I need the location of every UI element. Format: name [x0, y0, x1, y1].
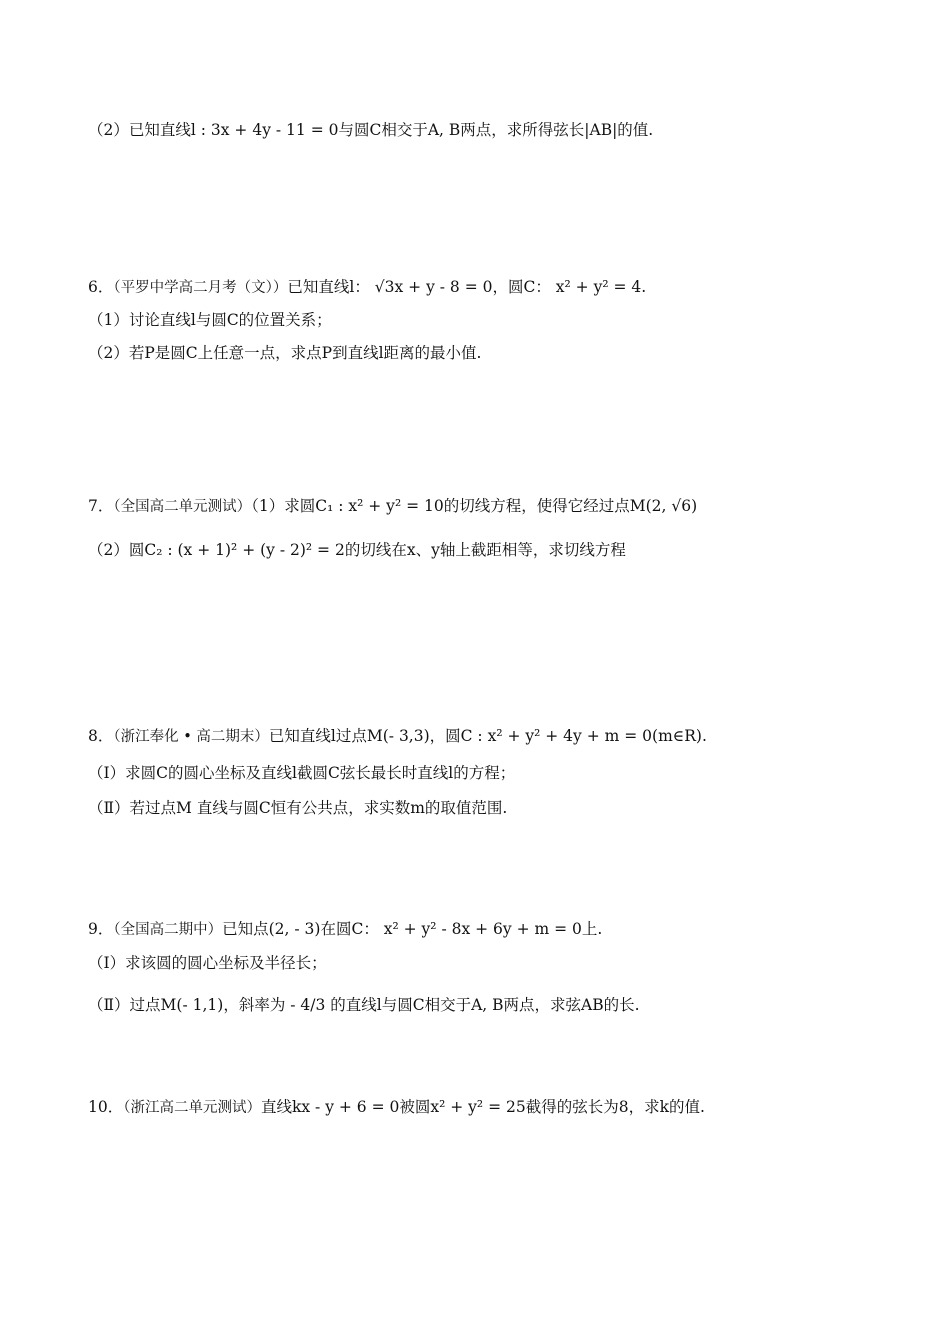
q8-part1-text: （Ⅰ）求圆C的圆心坐标及直线l截圆C弦长最长时直线l的方程； [88, 764, 516, 782]
q5-part2-text: （2）已知直线l : 3x + 4y - 11 = 0与圆C相交于A, B两点，求所得弦长|AB|的值. [88, 121, 654, 139]
q10-number: 10． [88, 1098, 124, 1116]
q7-part2 [88, 539, 890, 561]
q8-part2 [88, 797, 890, 819]
q6-source: （平罗中学高二月考（文）） [113, 280, 288, 296]
q5-part2 [88, 119, 890, 141]
q7-part2-text: （2）圆C₂ : (x + 1)² + (y - 2)² = 2的切线在x、y轴上截距相等，求切线方程 [88, 541, 626, 559]
q8-part2-text: （Ⅱ）若过点M 直线与圆C恒有公共点，求实数m的取值范围. [88, 799, 508, 817]
q9-part2-text: （Ⅱ）过点M(- 1,1)，斜率为 - 4/3 的直线l与圆C相交于A, B两点，求弦AB的长. [88, 996, 640, 1014]
q9-part2 [88, 994, 890, 1016]
q8-stem [88, 725, 890, 748]
q7-number: 7． [88, 497, 114, 515]
q8-stem-text: 已知直线l过点M(- 3,3)，圆C : x² + y² + 4y + m = 0(m∈R). [268, 727, 707, 745]
q9-part1-text: （Ⅰ）求该圆的圆心坐标及半径长； [88, 954, 327, 972]
q7-part1 [88, 495, 890, 518]
q7-source: （全国高二单元测试） [113, 499, 252, 515]
q10-source: （浙江高二单元测试） [123, 1100, 261, 1116]
q7-part1-text: （1）求圆C₁ : x² + y² = 10的切线方程，使得它经过点M(2, √6) [251, 497, 698, 515]
q8-source: （浙江奉化 • 高二期末） [113, 729, 269, 745]
q9-source: （全国高二期中） [113, 922, 223, 938]
q10-stem [88, 1096, 890, 1119]
q8-part1 [88, 762, 890, 784]
q9-part1 [88, 952, 890, 974]
q6-stem-text: 已知直线l： √3x + y - 8 = 0，圆C： x² + y² = 4. [287, 278, 647, 296]
q6-stem [88, 276, 890, 299]
q6-number: 6． [88, 278, 114, 296]
q10-stem-text: 直线kx - y + 6 = 0被圆x² + y² = 25截得的弦长为8，求k的值. [260, 1098, 705, 1116]
q9-stem-text: 已知点(2, - 3)在圆C： x² + y² - 8x + 6y + m = 0上. [222, 920, 603, 938]
q6-part2 [88, 342, 890, 364]
q9-number: 9． [88, 920, 114, 938]
q8-number: 8． [88, 727, 114, 745]
q6-part1-text: （1）讨论直线l与圆C的位置关系； [88, 311, 332, 329]
q9-stem [88, 918, 890, 941]
q6-part2-text: （2）若P是圆C上任意一点，求点P到直线l距离的最小值. [88, 344, 482, 362]
q6-part1 [88, 309, 890, 331]
